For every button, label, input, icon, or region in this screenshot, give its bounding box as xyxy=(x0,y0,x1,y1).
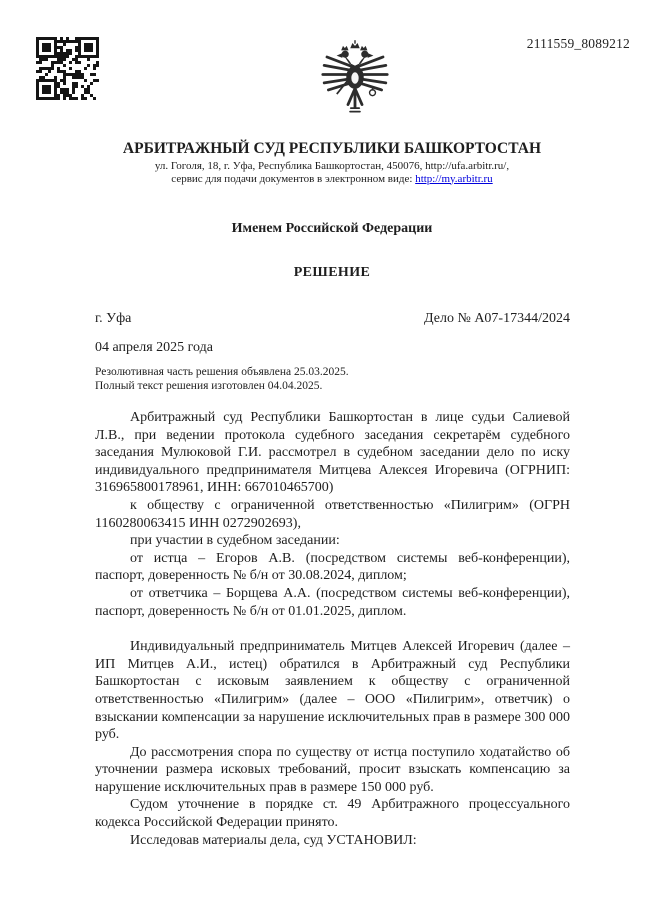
document-number: 2111559_8089212 xyxy=(526,36,630,51)
body-paragraph: от ответчика – Борщева А.А. (посредством системы веб-конференции), паспорт, доверенность № б/н от 01.01.2025, диплом. xyxy=(95,585,570,619)
body-paragraph: Индивидуальный предприниматель Митцев Алексей Игоревич (далее – ИП Митцев А.И., истец) обратился в Арбитражный суд Республики Башкортостан с исковым заявлением к обществу с ограниченной ответственностью «Пилигрим» (далее – ООО «Пилигрим», ответчик) о взыскании компенсации за нарушение исключительных прав в размере 300 000 руб. xyxy=(95,639,570,743)
court-header xyxy=(0,139,664,185)
document-content xyxy=(95,311,570,849)
operative-note: Резолютивная часть решения объявлена 25.03.2025. xyxy=(95,366,349,378)
eservice-prefix: сервис для подачи документов в электронном виде: xyxy=(171,172,413,185)
in-the-name-heading: Именем Российской Федерации xyxy=(231,221,433,236)
eservice-link[interactable]: http://my.arbitr.ru xyxy=(415,172,493,185)
body-paragraph: Исследовав материалы дела, суд УСТАНОВИЛ: xyxy=(130,832,417,848)
city-label: г. Уфа xyxy=(95,311,132,326)
body-paragraph: от истца – Егоров А.В. (посредством системы веб-конференции), паспорт, доверенность № б/н от 30.08.2024, диплом; xyxy=(95,550,570,584)
body-paragraph: Арбитражный суд Республики Башкортостан в лице судьи Салиевой Л.В., при ведении протокола судебного заседания секретарём судебного заседания Мулюковой Г.И. рассмотрел в судебном заседании дело по иску индивидуального предпринимателя Митцева Алексея Игоревича (ОГРНИП: 316965800178961, ИНН: 667010465700) xyxy=(95,410,570,496)
document-topbar xyxy=(0,0,664,125)
decision-date: 04 апреля 2025 года xyxy=(95,340,213,355)
body-paragraph: До рассмотрения спора по существу от истца поступило ходатайство об уточнении размера исковых требований, просит взыскать компенсацию за нарушение исключительных прав в размере 150 000 руб. xyxy=(95,744,570,795)
court-name: АРБИТРАЖНЫЙ СУД РЕСПУБЛИКИ БАШКОРТОСТАН xyxy=(122,140,542,157)
body-paragraph: к обществу с ограниченной ответственностью «Пилигрим» (ОГРН 1160280063415 ИНН 0272902693), xyxy=(95,497,570,531)
fulltext-note: Полный текст решения изготовлен 04.04.2025. xyxy=(95,379,323,392)
decision-body xyxy=(95,409,570,849)
resolution-notes xyxy=(95,366,570,393)
coat-of-arms-icon xyxy=(320,38,390,125)
qr-code-icon xyxy=(36,37,100,101)
decision-title: РЕШЕНИЕ xyxy=(293,265,371,280)
body-paragraph: Судом уточнение в порядке ст. 49 Арбитражного процессуального кодекса Российской Федерации принято. xyxy=(95,797,570,831)
meta-row xyxy=(95,311,570,327)
case-number: Дело № А07-17344/2024 xyxy=(424,311,570,326)
court-address: ул. Гоголя, 18, г. Уфа, Республика Башкортостан, 450076, http://ufa.arbitr.ru/, xyxy=(154,160,510,172)
body-paragraph: при участии в судебном заседании: xyxy=(130,533,340,549)
eservice-line xyxy=(0,173,664,186)
